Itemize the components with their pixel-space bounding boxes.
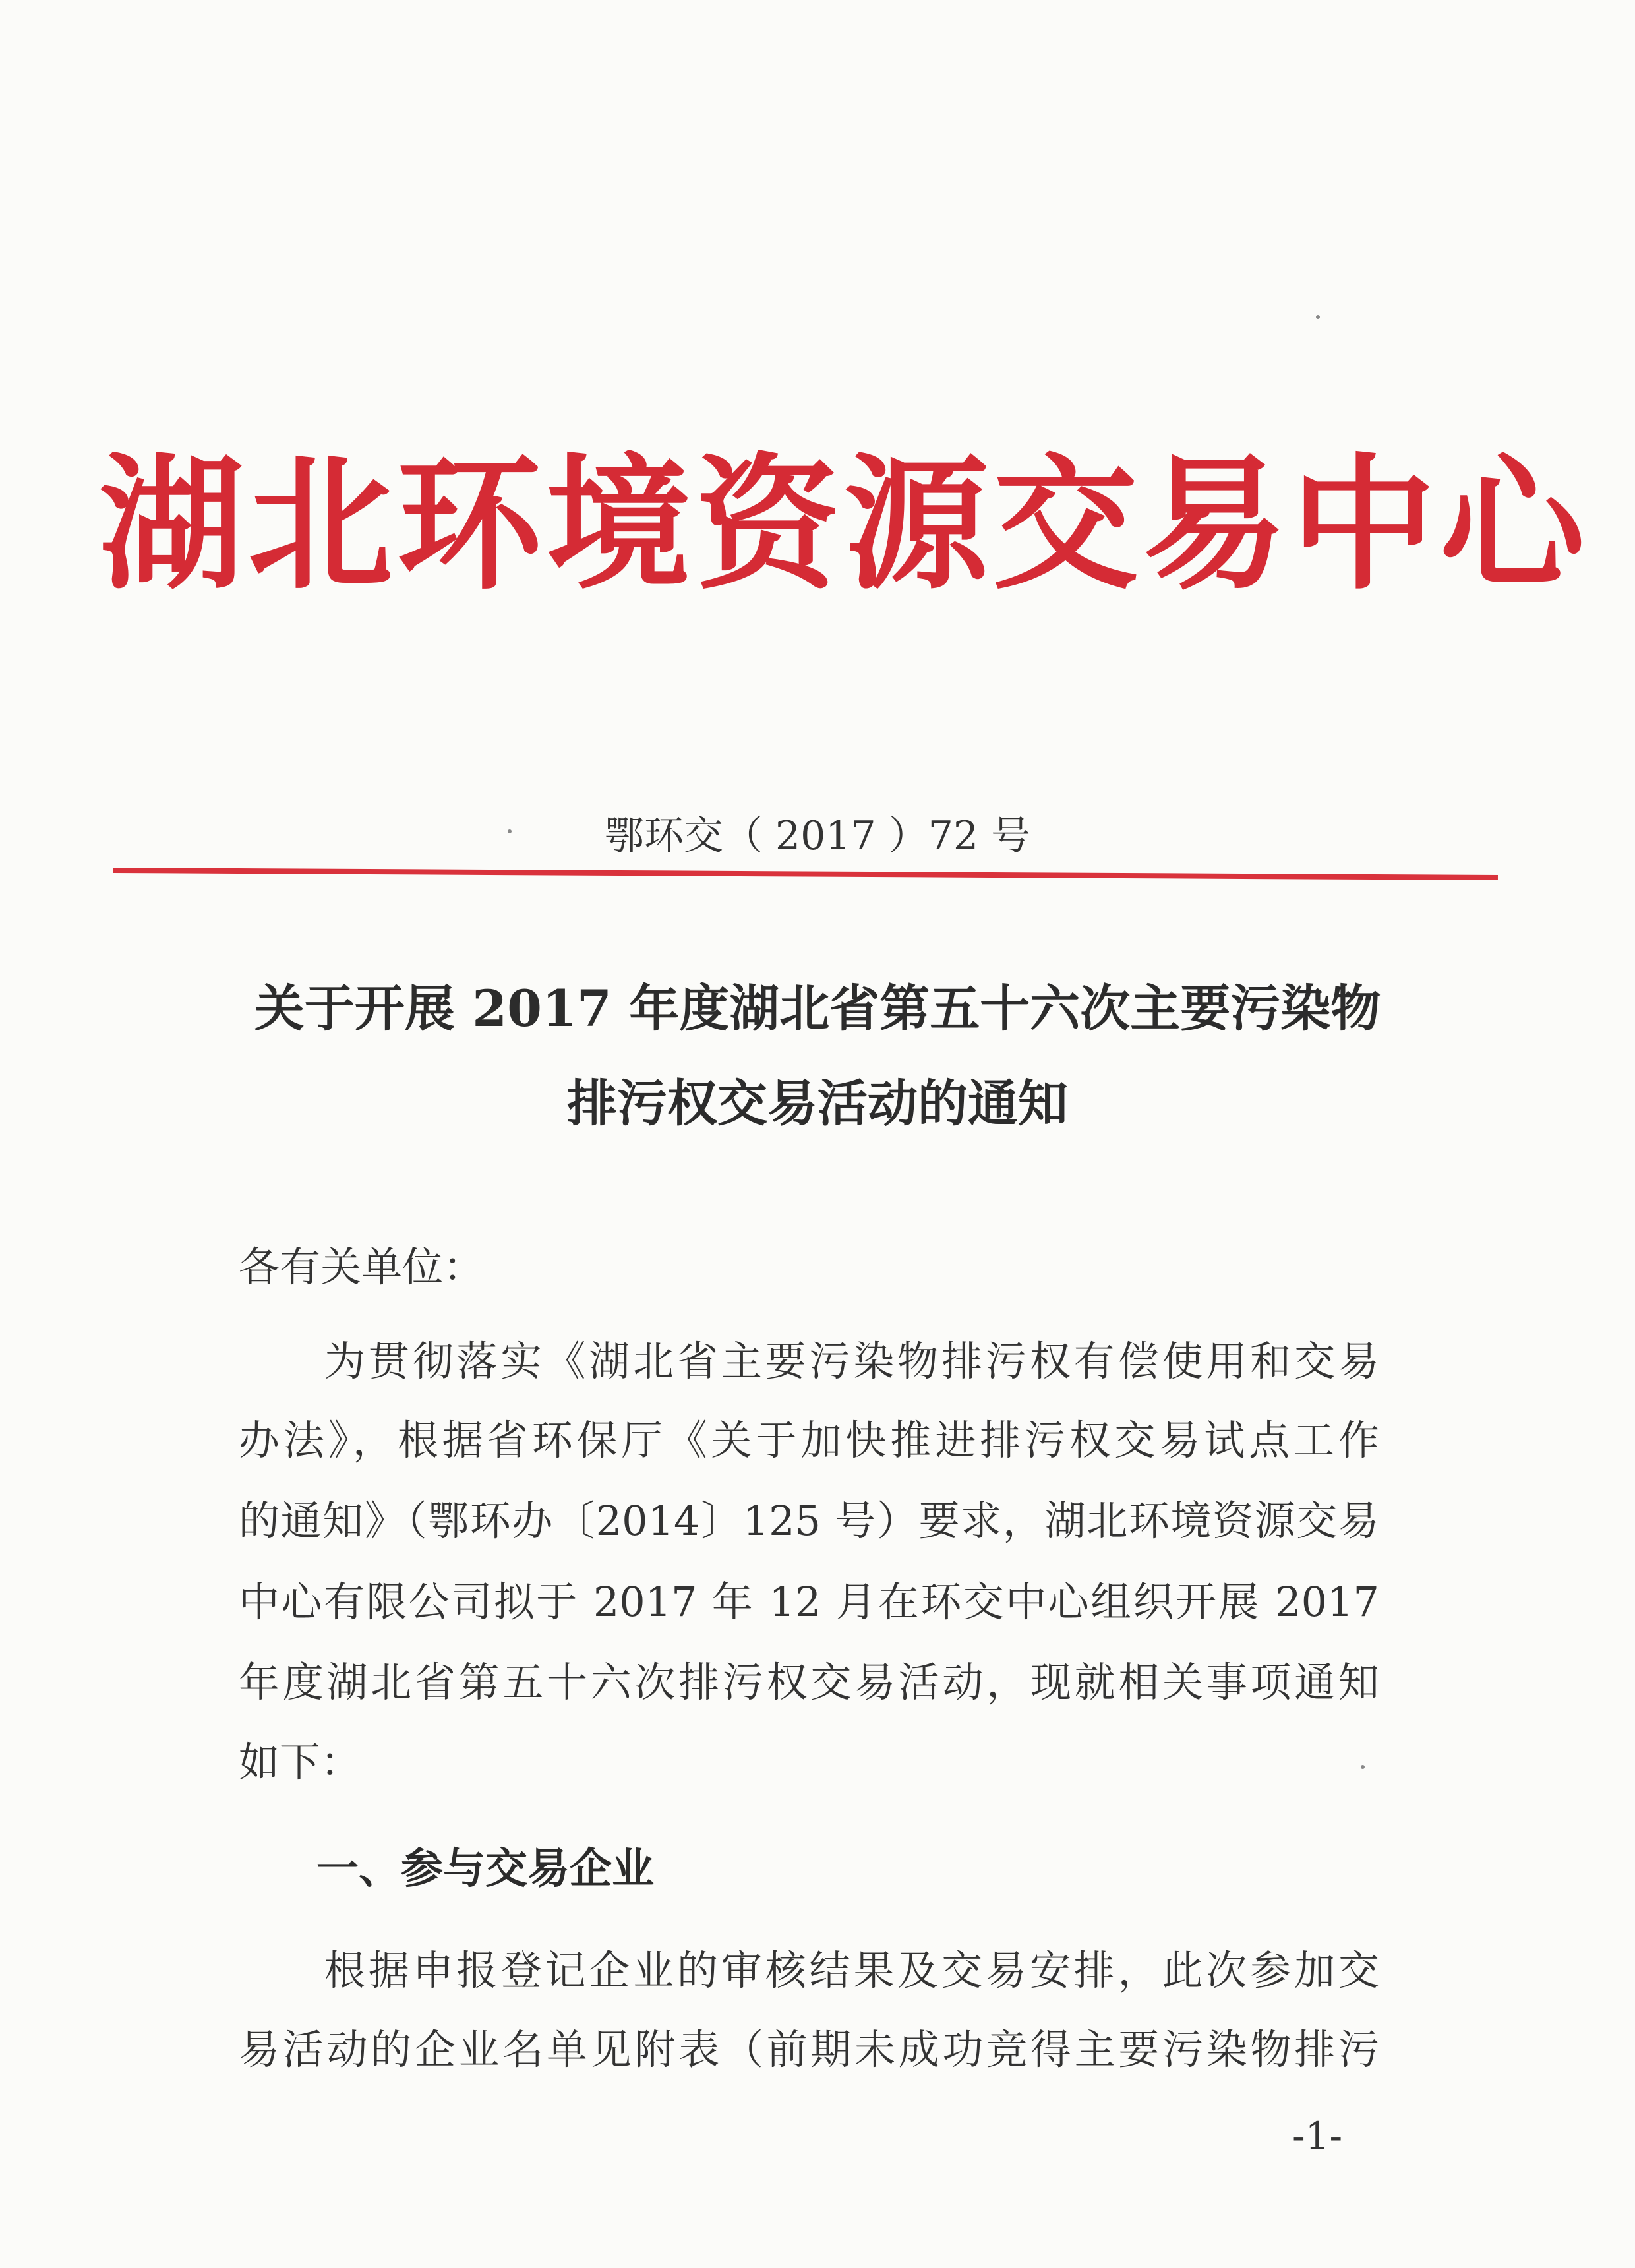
body-paragraph-1-line-6: 如下： [239,1738,362,1786]
document-number: 鄂环交（ 2017 ）72 号 [604,813,1031,859]
salutation: 各有关单位： [239,1243,485,1291]
page-number: -1- [1292,2114,1343,2159]
body-paragraph-1-line-2: 办法》，根据省环保厅《关于加快推进排污权交易试点工作 [239,1416,1379,1464]
body-paragraph-1-line-3: 的通知》（鄂环办〔2014〕125 号）要求，湖北环境资源交易 [239,1497,1379,1545]
scan-speck [508,829,512,833]
body-paragraph-2-line-1: 根据申报登记企业的审核结果及交易安排，此次参加交 [324,1946,1379,1994]
scan-speck [1361,1765,1365,1769]
body-paragraph-1-line-4: 中心有限公司拟于 2017 年 12 月在环交中心组织开展 2017 [239,1578,1379,1626]
red-separator-line [113,868,1498,880]
body-paragraph-1-line-1: 为贯彻落实《湖北省主要污染物排污权有偿使用和交易 [324,1337,1379,1385]
body-paragraph-1-line-5: 年度湖北省第五十六次排污权交易活动，现就相关事项通知 [239,1658,1379,1706]
masthead-org-name: 湖北环境资源交易中心 [99,438,1590,609]
body-paragraph-2-line-2: 易活动的企业名单见附表（前期未成功竞得主要污染物排污 [239,2025,1379,2074]
scan-speck [1316,315,1320,319]
section-heading-1: 一、参与交易企业 [316,1845,654,1894]
document-title-line-2: 排污权交易活动的通知 [567,1074,1068,1133]
document-title-line-1: 关于开展 2017 年度湖北省第五十六次主要污染物 [254,979,1381,1038]
